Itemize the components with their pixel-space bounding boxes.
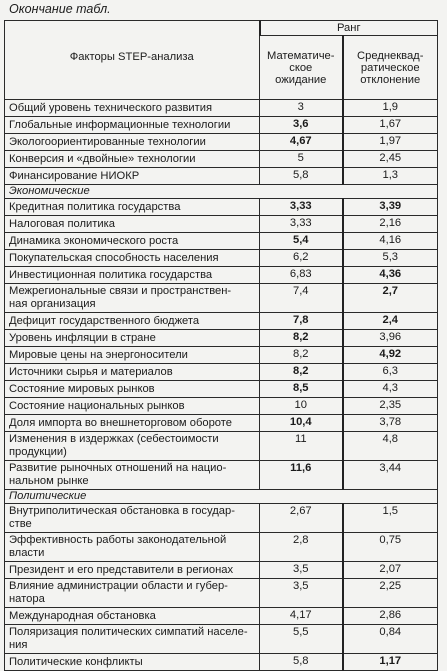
factor-name-line: Эффективность работы законодательной [9,534,227,546]
expectation-value: 3,5 [260,562,343,579]
header-factor: Факторы STEP-анализа [5,21,260,100]
header-deviation [343,36,438,100]
table-row [5,364,438,381]
deviation-value: 2,07 [343,562,438,579]
table-row [5,432,438,461]
deviation-value: 0,84 [343,625,438,654]
factor-name: Доля импорта во внешнеторговом обороте [5,415,260,432]
deviation-value: 2,7 [343,284,438,313]
deviation-value: 2,4 [343,313,438,330]
table-row [5,330,438,347]
factor-name-line: натора [9,593,45,605]
deviation-value: 3,39 [343,199,438,216]
expectation-value: 3 [260,100,343,117]
table-row [5,199,438,216]
factor-name-line: Межрегиональные связи и пространствен- [9,285,232,297]
factor-name [5,432,260,461]
factor-name [5,504,260,533]
step-analysis-table [4,20,438,671]
table-row [5,267,438,284]
expectation-value: 5 [260,151,343,168]
factor-name: Конверсия и «двойные» технологии [5,151,260,168]
factor-name-line: власти [9,547,45,559]
header-deviation-line: отклонение [360,73,421,86]
expectation-value: 2,8 [260,533,343,562]
factor-name-line: Влияние администрации области и губер- [9,580,228,592]
expectation-value: 4,17 [260,608,343,625]
deviation-value: 2,45 [343,151,438,168]
table-row [5,562,438,579]
deviation-value: 2,25 [343,579,438,608]
table-row [5,504,438,533]
factor-name-line: ная организация [9,298,96,310]
factor-name: Источники сырья и материалов [5,364,260,381]
deviation-value: 4,92 [343,347,438,364]
factor-name: Глобальные информационные технологии [5,117,260,134]
deviation-value: 2,35 [343,398,438,415]
deviation-value: 2,16 [343,216,438,233]
header-expectation-line: ожидание [275,73,327,86]
section-title: Экономические [5,185,438,199]
expectation-value: 8,2 [260,364,343,381]
expectation-value: 5,8 [260,654,343,671]
table-container [4,20,438,671]
table-row [5,151,438,168]
table-row [5,117,438,134]
factor-name: Инвестиционная политика государства [5,267,260,284]
deviation-value: 4,8 [343,432,438,461]
expectation-value: 3,5 [260,579,343,608]
factor-name [5,625,260,654]
table-row [5,347,438,364]
table-row [5,313,438,330]
table-caption: Окончание табл. [9,2,111,16]
table-row [5,398,438,415]
expectation-value: 8,2 [260,330,343,347]
factor-name: Общий уровень технического развития [5,100,260,117]
deviation-value: 1,17 [343,654,438,671]
table-row [5,233,438,250]
factor-name-line: нальном рынке [9,475,89,487]
deviation-value: 3,96 [343,330,438,347]
expectation-value: 11 [260,432,343,461]
deviation-value: 6,3 [343,364,438,381]
factor-name [5,533,260,562]
table-row [5,415,438,432]
header-expectation [260,36,343,100]
deviation-value: 3,78 [343,415,438,432]
factor-name-line: продукции) [9,446,67,458]
header-rank: Ранг [260,21,438,36]
table-row [5,381,438,398]
deviation-value: 1,97 [343,134,438,151]
table-body [5,100,438,671]
deviation-value: 4,3 [343,381,438,398]
factor-name: Финансирование НИОКР [5,168,260,185]
factor-name: Покупательская способность населения [5,250,260,267]
factor-name [5,579,260,608]
expectation-value: 11,6 [260,461,343,490]
factor-name: Экологоориентированные технологии [5,134,260,151]
table-row [5,168,438,185]
expectation-value: 5,5 [260,625,343,654]
expectation-value: 3,6 [260,117,343,134]
factor-name [5,284,260,313]
expectation-value: 7,4 [260,284,343,313]
factor-name-line: Развитие рыночных отношений на нацио- [9,462,227,474]
table-row [5,625,438,654]
header-expectation-line: ское [289,61,313,74]
factor-name: Политические конфликты [5,654,260,671]
factor-name: Состояние национальных рынков [5,398,260,415]
section-title: Политические [5,490,438,504]
deviation-value: 0,75 [343,533,438,562]
factor-name: Кредитная политика государства [5,199,260,216]
expectation-value: 10 [260,398,343,415]
factor-name-line: стве [9,518,32,530]
deviation-value: 1,5 [343,504,438,533]
expectation-value: 6,83 [260,267,343,284]
deviation-value: 1,3 [343,168,438,185]
factor-name: Налоговая политика [5,216,260,233]
expectation-value: 4,67 [260,134,343,151]
deviation-value: 4,36 [343,267,438,284]
expectation-value: 5,8 [260,168,343,185]
expectation-value: 2,67 [260,504,343,533]
factor-name: Уровень инфляции в стране [5,330,260,347]
factor-name: Дефицит государственного бюджета [5,313,260,330]
factor-name: Мировые цены на энергоносители [5,347,260,364]
section-row [5,185,438,199]
expectation-value: 8,5 [260,381,343,398]
expectation-value: 6,2 [260,250,343,267]
table-row [5,100,438,117]
factor-name-line: Поляризация политических симпатий населе- [9,626,248,638]
section-row [5,490,438,504]
factor-name: Президент и его представители в регионах [5,562,260,579]
expectation-value: 3,33 [260,199,343,216]
factor-name-line: ния [9,639,28,651]
deviation-value: 3,44 [343,461,438,490]
table-row [5,250,438,267]
table-row [5,461,438,490]
expectation-value: 8,2 [260,347,343,364]
expectation-value: 3,33 [260,216,343,233]
factor-name [5,461,260,490]
factor-name: Международная обстановка [5,608,260,625]
table-row [5,654,438,671]
table-row [5,216,438,233]
deviation-value: 1,67 [343,117,438,134]
header-deviation-line: ратическое [360,61,420,74]
expectation-value: 10,4 [260,415,343,432]
factor-name: Динамика экономического роста [5,233,260,250]
deviation-value: 5,3 [343,250,438,267]
deviation-value: 4,16 [343,233,438,250]
factor-name: Состояние мировых рынков [5,381,260,398]
table-row [5,284,438,313]
header-deviation-line: Среднеквад- [357,49,424,62]
deviation-value: 2,86 [343,608,438,625]
factor-name-line: Внутриполитическая обстановка в государ- [9,505,235,517]
table-row [5,533,438,562]
factor-name-line: Изменения в издержках (себестоимости [9,433,219,445]
expectation-value: 5,4 [260,233,343,250]
table-row [5,134,438,151]
table-row [5,608,438,625]
expectation-value: 7,8 [260,313,343,330]
deviation-value: 1,9 [343,100,438,117]
table-row [5,579,438,608]
header-expectation-line: Математиче- [267,49,335,62]
